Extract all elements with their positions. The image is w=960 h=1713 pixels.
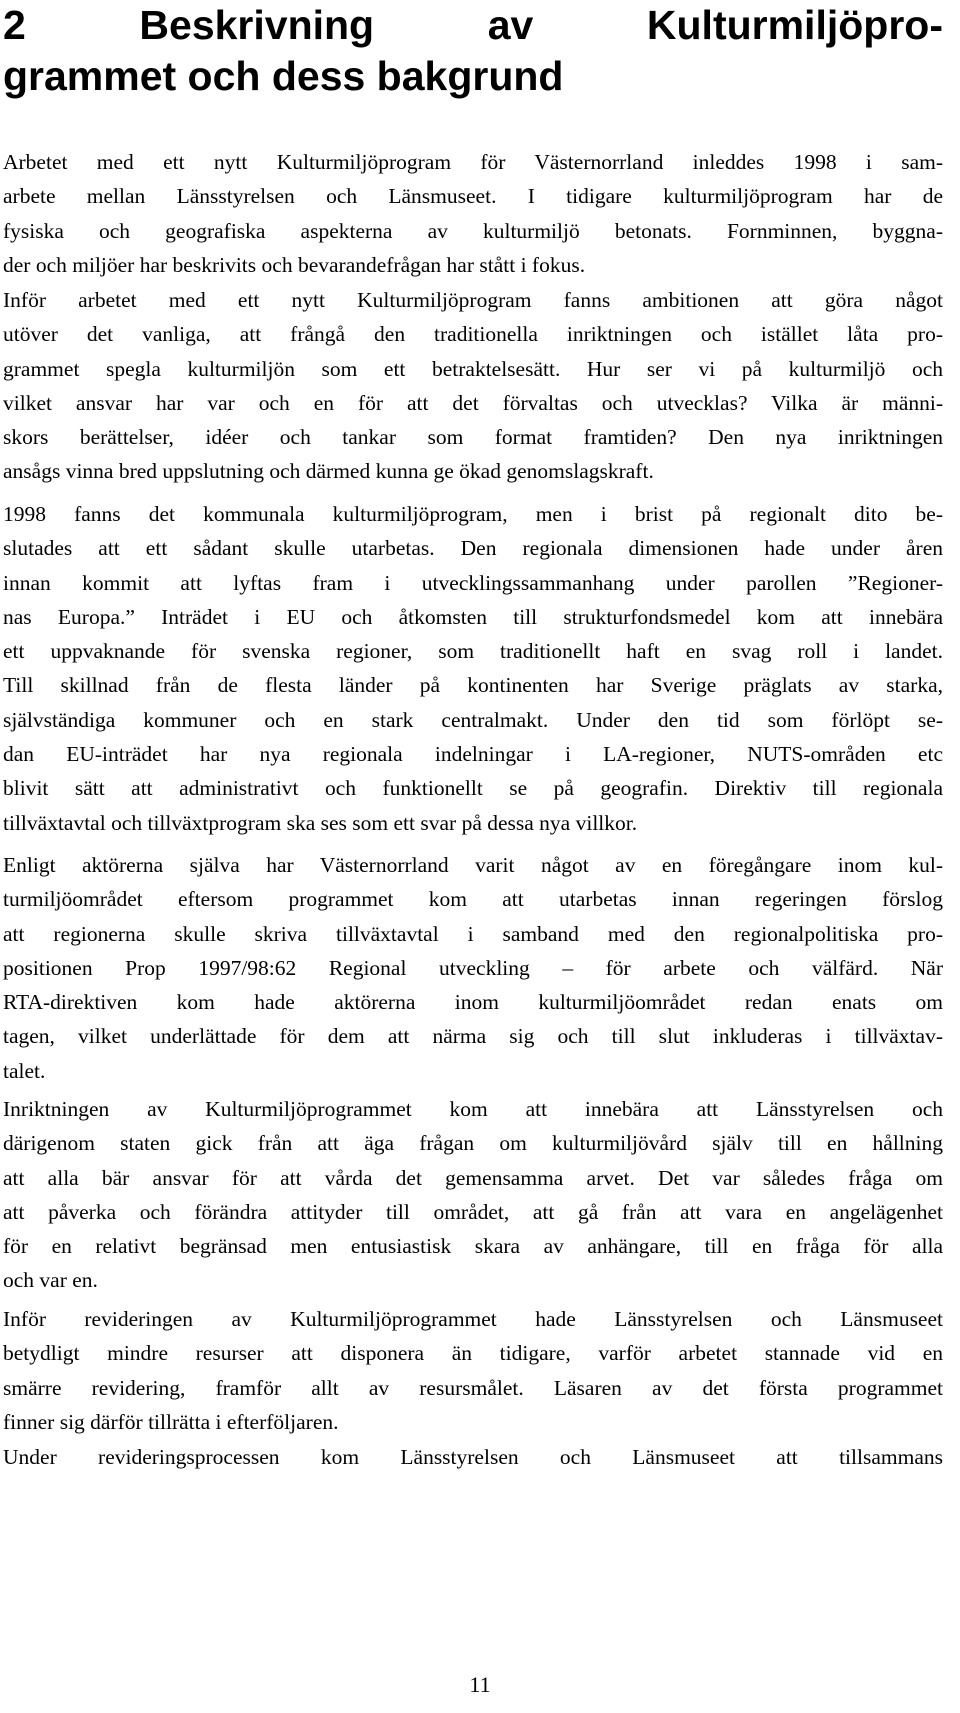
text-line: smärre revidering, framför allt av resursmålet. Läsaren av det första programmet <box>3 1375 943 1400</box>
heading-number: 2 <box>3 2 26 48</box>
text-line: RTA-direktiven kom hade aktörerna inom kulturmiljöområdet redan enats om <box>3 990 943 1015</box>
text-line: ansågs vinna bred uppslutning och därmed kunna ge ökad genomslagskraft. <box>3 459 654 484</box>
text-line: att påverka och förändra attityder till området, att gå från att vara en angelägenhet <box>3 1199 943 1224</box>
heading-line-2: grammet och dess bakgrund <box>3 53 564 99</box>
page-number: 11 <box>469 1672 491 1697</box>
section-heading <box>3 0 943 102</box>
text-line: turmiljöområdet eftersom programmet kom att utarbetas innan regeringen förslog <box>3 887 943 912</box>
text-line: för en relativt begränsad men entusiastisk skara av anhängare, till en fråga för alla <box>3 1234 943 1259</box>
text-line: Till skillnad från de flesta länder på kontinenten har Sverige präglats av starka, <box>3 673 943 698</box>
paragraph <box>3 848 943 1088</box>
paragraph <box>3 1302 943 1439</box>
paragraph <box>3 283 943 489</box>
text-line: betydligt mindre resurser att disponera än tidigare, varför arbetet stannade vid en <box>3 1341 943 1366</box>
text-line: därigenom staten gick från att äga frågan om kulturmiljövård själv till en hållning <box>3 1131 943 1156</box>
text-line: fysiska och geografiska aspekterna av kulturmiljö betonats. Fornminnen, byggna- <box>3 218 943 243</box>
text-line: positionen Prop 1997/98:62 Regional utveckling – för arbete och välfärd. När <box>3 955 943 980</box>
paragraph <box>3 497 943 840</box>
text-line: talet. <box>3 1058 46 1083</box>
text-line: grammet spegla kulturmiljön som ett betraktelsesätt. Hur ser vi på kulturmiljö och <box>3 356 943 381</box>
heading-word: Beskrivning <box>139 2 375 48</box>
text-line: finner sig därför tillrätta i efterföljaren. <box>3 1409 339 1434</box>
text-line: Inför arbetet med ett nytt Kulturmiljöprogram fanns ambitionen att göra något <box>3 288 943 312</box>
heading-line-1 <box>3 0 943 51</box>
text-line: att regionerna skulle skriva tillväxtavtal i samband med den regionalpolitiska pro- <box>3 921 943 946</box>
text-line: Inför revideringen av Kulturmiljöprogrammet hade Länsstyrelsen och Länsmuseet <box>3 1307 943 1331</box>
text-line: ett uppvaknande för svenska regioner, som traditionellt haft en svag roll i landet. <box>3 639 943 664</box>
text-line: självständiga kommuner och en stark centralmakt. Under den tid som förlöpt se- <box>3 707 943 732</box>
text-line: vilket ansvar har var och en för att det förvaltas och utvecklas? Vilka är männi- <box>3 390 943 415</box>
text-line: och var en. <box>3 1268 98 1293</box>
text-line: Under revideringsprocessen kom Länsstyrelsen och Länsmuseet att tillsammans <box>3 1445 943 1469</box>
text-line: tagen, vilket underlättade för dem att närma sig och till slut inkluderas i tillväxtav- <box>3 1024 943 1049</box>
text-line: slutades att ett sådant skulle utarbetas. Den regionala dimensionen hade under åren <box>3 536 943 561</box>
text-line: tillväxtavtal och tillväxtprogram ska ses som ett svar på dessa nya villkor. <box>3 810 638 835</box>
text-line: 1998 fanns det kommunala kulturmiljöprogram, men i brist på regionalt dito be- <box>3 502 943 526</box>
text-line: Enligt aktörerna själva har Västernorrland varit något av en föregångare inom kul- <box>3 853 943 877</box>
text-line: blivit sätt att administrativt och funktionellt se på geografin. Direktiv till regionala <box>3 776 943 801</box>
text-line: dan EU-inträdet har nya regionala indelningar i LA-regioner, NUTS-områden etc <box>3 742 943 767</box>
text-line: Inriktningen av Kulturmiljöprogrammet kom att innebära att Länsstyrelsen och <box>3 1097 943 1121</box>
text-line: att alla bär ansvar för att vårda det gemensamma arvet. Det var således fråga om <box>3 1165 943 1190</box>
text-line: der och miljöer har beskrivits och bevarandefrågan har stått i fokus. <box>3 252 586 277</box>
text-line: Arbetet med ett nytt Kulturmiljöprogram för Västernorrland inleddes 1998 i sam- <box>3 150 943 174</box>
text-line: skors berättelser, idéer och tankar som format framtiden? Den nya inriktningen <box>3 425 943 450</box>
text-line: arbete mellan Länsstyrelsen och Länsmuseet. I tidigare kulturmiljöprogram har de <box>3 184 943 209</box>
paragraph <box>3 1440 943 1474</box>
heading-word: av <box>487 2 534 48</box>
text-line: innan kommit att lyftas fram i utvecklingssammanhang under parollen ”Regioner- <box>3 570 943 595</box>
text-line: nas Europa.” Inträdet i EU och åtkomsten till strukturfondsmedel kom att innebära <box>3 604 943 629</box>
heading-word: Kulturmiljöpro- <box>646 2 943 48</box>
paragraph <box>3 1092 943 1298</box>
text-line: utöver det vanliga, att frångå den traditionella inriktningen och istället låta pro- <box>3 322 943 347</box>
paragraph <box>3 145 943 282</box>
